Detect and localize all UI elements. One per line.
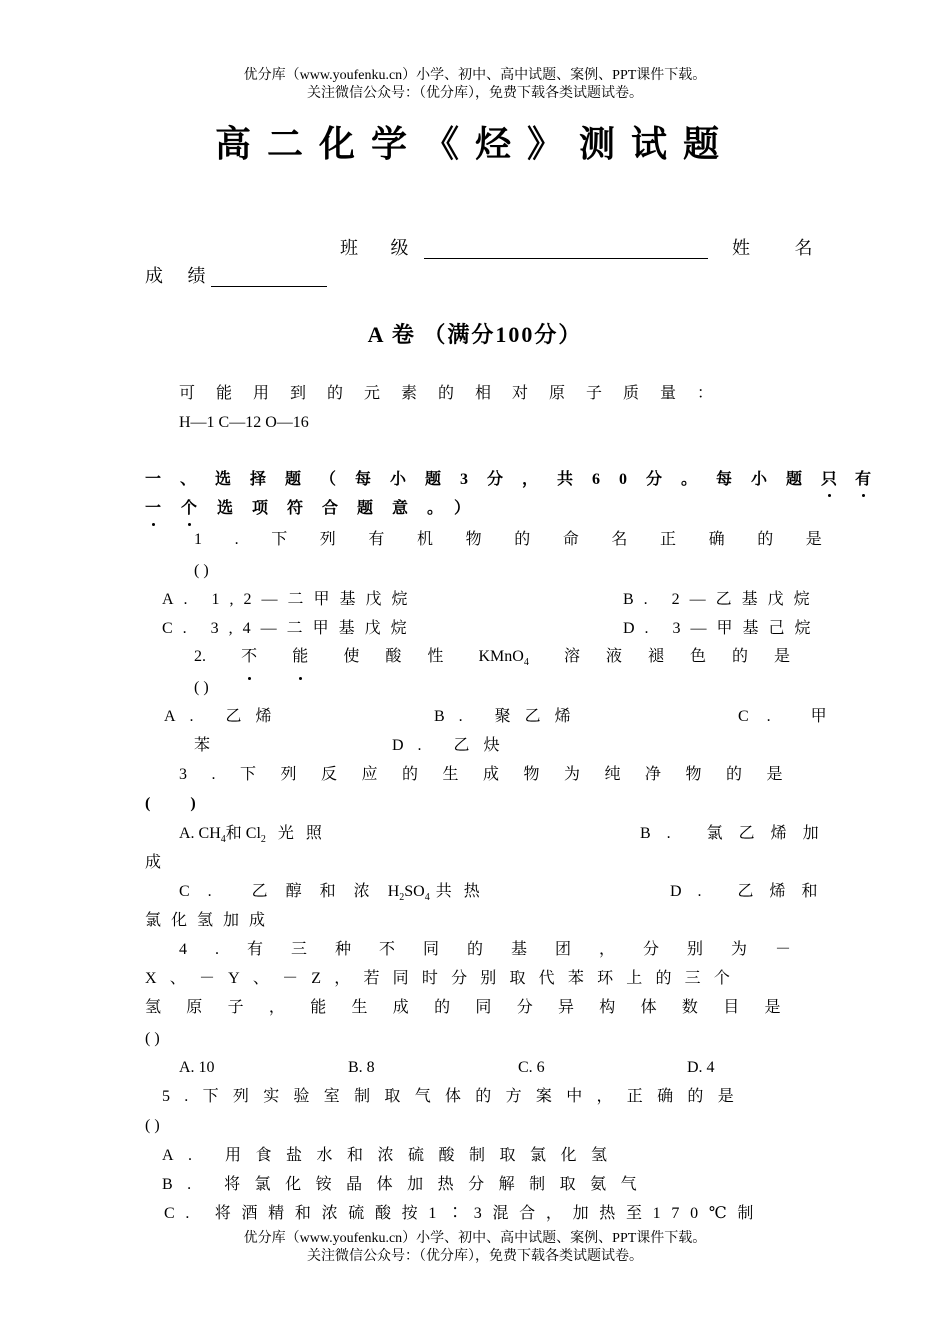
q1-option-c[interactable]: C. 3,4—二甲基戊烷 xyxy=(162,620,417,637)
formula-subscript: 2 xyxy=(399,892,405,904)
class-label: 班 级 xyxy=(340,238,423,258)
q4-stem-line-3: 氢原子，能生成的同分异构体数目是 xyxy=(145,999,806,1016)
paper-subtitle: A 卷 （满分100分） xyxy=(367,322,583,347)
q2-stem-text: 使酸性 xyxy=(343,648,470,665)
q2-paren[interactable]: ( ) xyxy=(194,679,209,696)
q2-stem xyxy=(194,647,816,673)
formula-text: KMnO xyxy=(478,648,524,665)
q1-option-d[interactable]: D. 3—甲基己烷 xyxy=(623,620,821,637)
q4-option-a[interactable]: A. 10 xyxy=(179,1059,215,1076)
formula-subscript: 4 xyxy=(424,892,430,904)
q4-stem-line-2: X、－Y、－Z，若同时分别取代苯环上的三个 xyxy=(145,970,744,987)
header-line-2: 关注微信公众号：（优分库），免费下载各类试题试卷。 xyxy=(307,86,643,101)
q2-option-d[interactable]: D. 乙炔 xyxy=(392,737,514,754)
q4-stem: 4.有三种不同的基团，分别为－ xyxy=(179,941,820,958)
footer-line-1: 优分库（www.youfenku.cn）小学、初中、高中试题、案例、PPT课件下载。 xyxy=(243,1231,707,1246)
page-title: 高二化学《烃》测试题 xyxy=(214,124,735,164)
q2-stem-end: 溶液褪色的是 xyxy=(563,648,816,665)
q5-option-c[interactable]: C. 将酒精和浓硫酸按1∶3混合，加热至170℃制 xyxy=(164,1205,765,1222)
section-heading-text: 选项符合题意。） xyxy=(217,500,490,517)
footer-line-2: 关注微信公众号：（优分库），免费下载各类试题试卷。 xyxy=(307,1249,643,1264)
q4-option-d[interactable]: D. 4 xyxy=(687,1059,715,1076)
q2-option-c-cont: 苯 xyxy=(194,737,211,754)
emphasis-char: 能 xyxy=(292,647,308,673)
q3-option-d[interactable]: D. 乙烯和 xyxy=(670,883,834,900)
q4-option-c[interactable]: C. 6 xyxy=(518,1059,545,1076)
formula-text: 和 Cl xyxy=(225,825,261,842)
q3-paren[interactable]: ( ) xyxy=(145,795,196,812)
q5-option-a[interactable]: A. 用食盐水和浓硫酸制取氯化氢 xyxy=(162,1147,622,1164)
formula-text: A. CH xyxy=(179,825,221,842)
q1-paren[interactable]: ( ) xyxy=(194,562,209,579)
q2-option-b[interactable]: B. 聚乙烯 xyxy=(434,708,585,725)
q3-option-a[interactable] xyxy=(179,824,334,850)
emphasis-char: 一 xyxy=(145,500,162,517)
option-text: C. 乙醇和浓 xyxy=(179,883,388,900)
formula-subscript: 2 xyxy=(260,834,266,846)
emphasis-char: 个 xyxy=(181,500,198,517)
q1-option-b[interactable]: B. 2—乙基戊烷 xyxy=(623,591,820,608)
atomic-mass-values: H—1 C—12 O—16 xyxy=(179,414,309,431)
q5-stem: 5.下列实验室制取气体的方案中，正确的是 xyxy=(162,1088,749,1105)
class-blank[interactable] xyxy=(424,238,708,259)
section-heading-line-1 xyxy=(145,470,872,490)
formula-text: H xyxy=(387,883,400,900)
section-heading-line-2 xyxy=(145,499,489,519)
header-line-1: 优分库（www.youfenku.cn）小学、初中、高中试题、案例、PPT课件下载。 xyxy=(243,68,707,83)
option-text: 光照 xyxy=(277,825,334,842)
option-text: 共热 xyxy=(435,883,492,900)
q2-formula xyxy=(478,647,528,673)
q5-paren[interactable]: ( ) xyxy=(145,1117,160,1134)
emphasis-char: 只 xyxy=(821,471,838,488)
emphasis-char: 有 xyxy=(855,471,872,488)
score-blank[interactable] xyxy=(211,266,327,287)
formula-text: SO xyxy=(404,883,425,900)
q3-stem: 3.下列反应的生成物为纯净物的是 xyxy=(179,766,808,783)
q4-paren[interactable]: ( ) xyxy=(145,1030,160,1047)
q2-option-c[interactable]: C. 甲 xyxy=(738,708,845,725)
atomic-mass-label: 可能用到的元素的相对原子质量： xyxy=(179,385,735,402)
q3-option-d-cont: 氯化氢加成 xyxy=(145,912,276,929)
formula-subscript: 4 xyxy=(523,657,529,669)
q4-option-b[interactable]: B. 8 xyxy=(348,1059,375,1076)
q3-option-b-cont: 成 xyxy=(145,854,162,871)
q1-option-a[interactable]: A. 1,2—二甲基戊烷 xyxy=(162,591,418,608)
section-heading-text: 一、选择题（每小题3分，共60分。每小题 xyxy=(145,471,822,488)
score-label: 成 绩 xyxy=(145,266,216,286)
q5-option-b[interactable]: B. 将氯化铵晶体加热分解制取氨气 xyxy=(162,1176,652,1193)
q2-option-a[interactable]: A. 乙烯 xyxy=(164,708,286,725)
emphasis-char: 不 xyxy=(241,647,257,673)
formula-subscript: 4 xyxy=(220,834,226,846)
name-label: 姓 名 xyxy=(732,238,833,258)
q1-stem: 1.下列有机物的命名正确的是 xyxy=(194,531,855,548)
q3-option-c[interactable] xyxy=(179,882,492,908)
q2-num: 2. xyxy=(194,648,206,665)
q3-option-b[interactable]: B. 氯乙烯加 xyxy=(640,825,835,842)
